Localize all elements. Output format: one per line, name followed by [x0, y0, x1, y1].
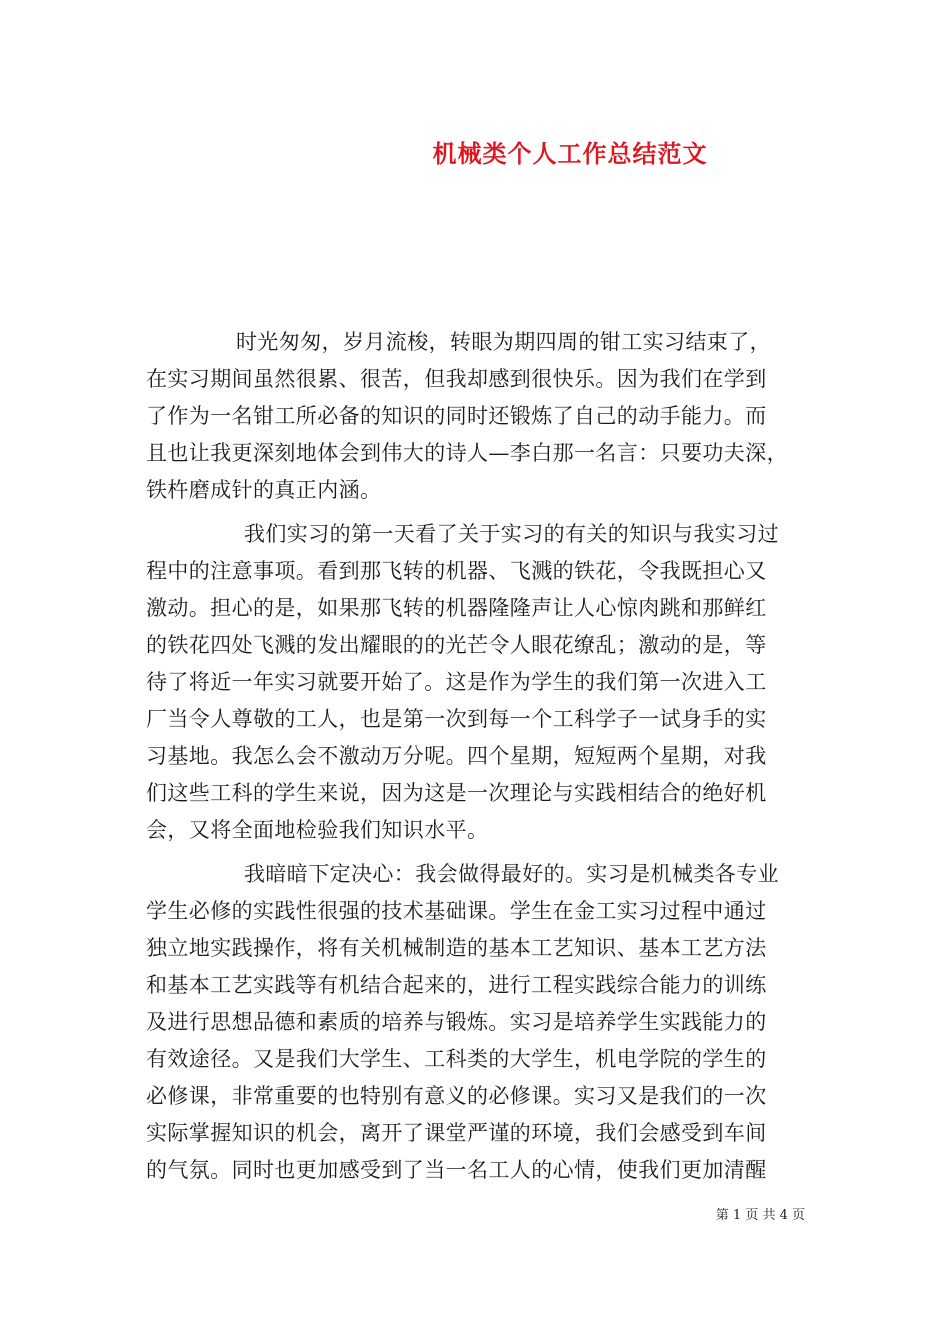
paragraph-line: 铁杵磨成针的真正内涵。 — [146, 478, 382, 502]
paragraph-line: 学生必修的实践性很强的技术基础课。学生在金工实习过程中通过 — [146, 899, 767, 923]
paragraph-line: 在实习期间虽然很累、很苦，但我却感到很快乐。因为我们在学到 — [146, 367, 767, 391]
paragraph-line: 我暗暗下定决心：我会做得最好的。实习是机械类各专业 — [244, 862, 779, 886]
paragraph-2 — [146, 516, 826, 849]
page-number-footer: 第 1 页 共 4 页 — [715, 1208, 805, 1223]
paragraph-line: 我们实习的第一天看了关于实习的有关的知识与我实习过 — [244, 522, 779, 546]
paragraph-1 — [146, 324, 826, 509]
paragraph-line: 时光匆匆，岁月流梭，转眼为期四周的钳工实习结束了， — [236, 330, 771, 354]
paragraph-3 — [146, 856, 826, 1189]
document-body — [146, 324, 826, 1189]
paragraph-line: 实际掌握知识的机会，离开了课堂严谨的环境，我们会感受到车间 — [146, 1121, 767, 1145]
paragraph-line: 和基本工艺实践等有机结合起来的，进行工程实践综合能力的训练 — [146, 973, 767, 997]
paragraph-line: 且也让我更深刻地体会到伟大的诗人—李白那一名言：只要功夫深， — [146, 441, 788, 465]
paragraph-line: 的气氛。同时也更加感受到了当一名工人的心情，使我们更加清醒 — [146, 1158, 767, 1182]
paragraph-line: 会，又将全面地检验我们知识水平。 — [146, 818, 489, 842]
paragraph-line: 激动。担心的是，如果那飞转的机器隆隆声让人心惊肉跳和那鲜红 — [146, 596, 767, 620]
paragraph-line: 独立地实践操作，将有关机械制造的基本工艺知识、基本工艺方法 — [146, 936, 767, 960]
paragraph-gap — [146, 509, 826, 516]
document-title: 机械类个人工作总结范文 — [432, 139, 708, 168]
paragraph-line: 了作为一名钳工所必备的知识的同时还锻炼了自己的动手能力。而 — [146, 404, 767, 428]
paragraph-line: 有效途径。又是我们大学生、工科类的大学生，机电学院的学生的 — [146, 1047, 767, 1071]
paragraph-line: 的铁花四处飞溅的发出耀眼的的光芒令人眼花缭乱；激动的是，等 — [146, 633, 767, 657]
paragraph-line: 厂当令人尊敬的工人，也是第一次到每一个工科学子一试身手的实 — [146, 707, 767, 731]
paragraph-line: 程中的注意事项。看到那飞转的机器、飞溅的铁花，令我既担心又 — [146, 559, 767, 583]
paragraph-line: 们这些工科的学生来说，因为这是一次理论与实践相结合的绝好机 — [146, 781, 767, 805]
paragraph-line: 必修课，非常重要的也特别有意义的必修课。实习又是我们的一次 — [146, 1084, 767, 1108]
paragraph-gap — [146, 849, 826, 856]
paragraph-line: 待了将近一年实习就要开始了。这是作为学生的我们第一次进入工 — [146, 670, 767, 694]
paragraph-line: 习基地。我怎么会不激动万分呢。四个星期，短短两个星期，对我 — [146, 744, 767, 768]
paragraph-line: 及进行思想品德和素质的培养与锻炼。实习是培养学生实践能力的 — [146, 1010, 767, 1034]
